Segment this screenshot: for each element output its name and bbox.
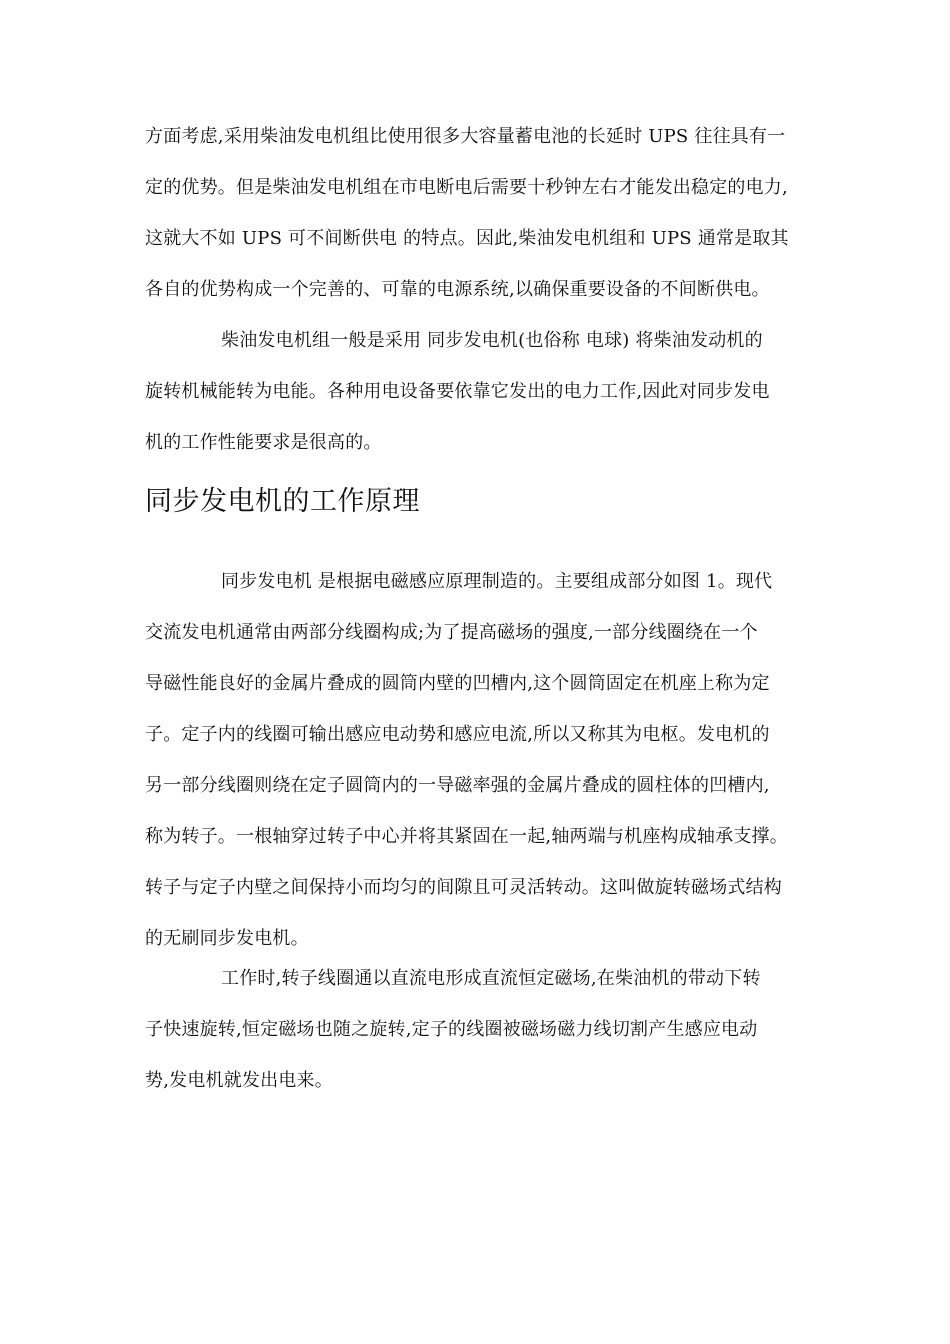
text-line: 方面考虑,采用柴油发电机组比使用很多大容量蓄电池的长延时 UPS 往往具有一 xyxy=(145,126,786,147)
text-line: 导磁性能良好的金属片叠成的圆筒内壁的凹槽内,这个圆筒固定在机座上称为定 xyxy=(145,673,770,694)
text-line: 另一部分线圈则绕在定子圆筒内的一导磁率强的金属片叠成的圆柱体的凹槽内, xyxy=(145,775,770,796)
text-line: 定的优势。但是柴油发电机组在市电断电后需要十秒钟左右才能发出稳定的电力, xyxy=(145,177,788,198)
text-line: 子。定子内的线圈可输出感应电动势和感应电流,所以又称其为电枢。发电机的 xyxy=(145,724,770,745)
text-line: 机的工作性能要求是很高的。 xyxy=(145,432,382,453)
paragraph-operation xyxy=(145,963,815,1116)
text-line: 同步发电机 是根据电磁感应原理制造的。主要组成部分如图 1。现代 xyxy=(221,571,773,592)
section-heading: 同步发电机的工作原理 xyxy=(145,486,420,517)
text-line: 工作时,转子线圈通以直流电形成直流恒定磁场,在柴油机的带动下转 xyxy=(221,968,761,989)
text-line: 势,发电机就发出电来。 xyxy=(145,1070,333,1091)
text-line: 称为转子。一根轴穿过转子中心并将其紧固在一起,轴两端与机座构成轴承支撑。 xyxy=(145,826,788,847)
text-line: 的无刷同步发电机。 xyxy=(145,928,309,949)
text-line: 柴油发电机组一般是采用 同步发电机(也俗称 电球) 将柴油发动机的 xyxy=(221,330,763,351)
text-line: 这就大不如 UPS 可不间断供电 的特点。因此,柴油发电机组和 UPS 通常是取其 xyxy=(145,228,789,249)
paragraph-ups-comparison xyxy=(145,121,815,325)
text-line: 交流发电机通常由两部分线圈构成;为了提高磁场的强度,一部分线圈绕在一个 xyxy=(145,622,758,643)
paragraph-working-principle xyxy=(145,566,815,974)
text-line: 旋转机械能转为电能。各种用电设备要依靠它发出的电力工作,因此对同步发电 xyxy=(145,381,770,402)
text-line: 子快速旋转,恒定磁场也随之旋转,定子的线圈被磁场磁力线切割产生感应电动 xyxy=(145,1019,758,1040)
paragraph-generator-intro xyxy=(145,325,815,478)
text-line: 转子与定子内壁之间保持小而均匀的间隙且可灵活转动。这叫做旋转磁场式结构 xyxy=(145,877,782,898)
text-line: 各自的优势构成一个完善的、可靠的电源系统,以确保重要设备的不间断供电。 xyxy=(145,279,770,300)
